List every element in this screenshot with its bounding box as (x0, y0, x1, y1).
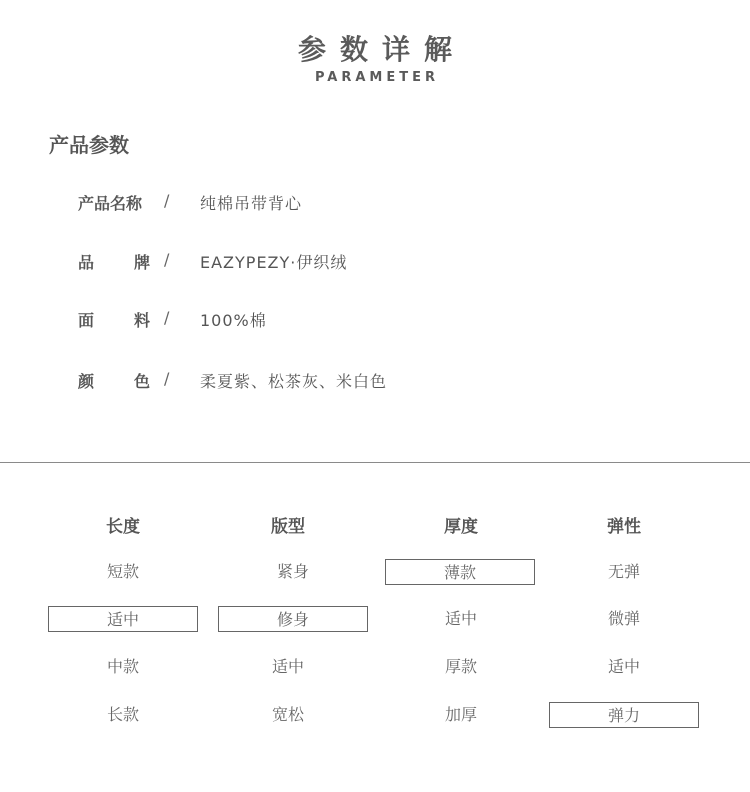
param-label (78, 369, 150, 392)
param-label-char: 料 (133, 311, 150, 330)
option-cell: 紧身 (276, 562, 309, 581)
column-header-length: 长度 (106, 517, 140, 537)
column-header-thickness: 厚度 (444, 517, 478, 537)
option-cell: 中款 (106, 657, 139, 676)
page-title: 参数详解 (297, 33, 466, 66)
option-cell: 短款 (106, 562, 139, 581)
option-cell: 适中 (607, 657, 640, 676)
param-label-char: 面 (78, 311, 95, 330)
option-cell: 适中 (271, 657, 304, 676)
section-divider (0, 462, 750, 463)
option-cell-selected: 薄款 (385, 559, 535, 585)
param-value: 柔夏紫、松茶灰、米白色 (200, 372, 388, 391)
param-separator: / (164, 191, 170, 210)
param-label (78, 250, 150, 273)
param-label (78, 308, 150, 331)
option-cell: 长款 (106, 705, 139, 724)
section-title: 产品参数 (49, 133, 129, 157)
option-cell-selected: 修身 (218, 606, 368, 632)
option-cell: 宽松 (271, 705, 304, 724)
param-label-char: 牌 (133, 253, 150, 272)
param-separator: / (164, 369, 170, 388)
param-row-name (0, 191, 750, 215)
option-cell-selected: 弹力 (549, 702, 699, 728)
page-subtitle: PARAMETER (314, 70, 440, 85)
option-cell: 厚款 (444, 657, 477, 676)
param-value: EAZYPEZY·伊织绒 (200, 253, 348, 272)
option-cell: 无弹 (607, 562, 640, 581)
param-label-char: 品 (78, 253, 95, 272)
param-label (78, 191, 150, 214)
column-header-elasticity: 弹性 (607, 517, 641, 537)
param-separator: / (164, 308, 170, 327)
option-cell: 微弹 (607, 609, 640, 628)
param-row-color (0, 369, 750, 393)
param-label-text: 产品名称 (78, 194, 143, 213)
param-label-char: 色 (133, 372, 150, 391)
param-value: 纯棉吊带背心 (200, 194, 303, 213)
option-cell-selected: 适中 (48, 606, 198, 632)
column-header-fit: 版型 (271, 517, 305, 537)
param-row-brand (0, 250, 750, 274)
param-row-material (0, 308, 750, 332)
option-cell: 加厚 (444, 705, 477, 724)
param-label-char: 颜 (78, 372, 95, 391)
option-cell: 适中 (444, 609, 477, 628)
param-separator: / (164, 250, 170, 269)
param-value: 100%棉 (200, 311, 267, 330)
